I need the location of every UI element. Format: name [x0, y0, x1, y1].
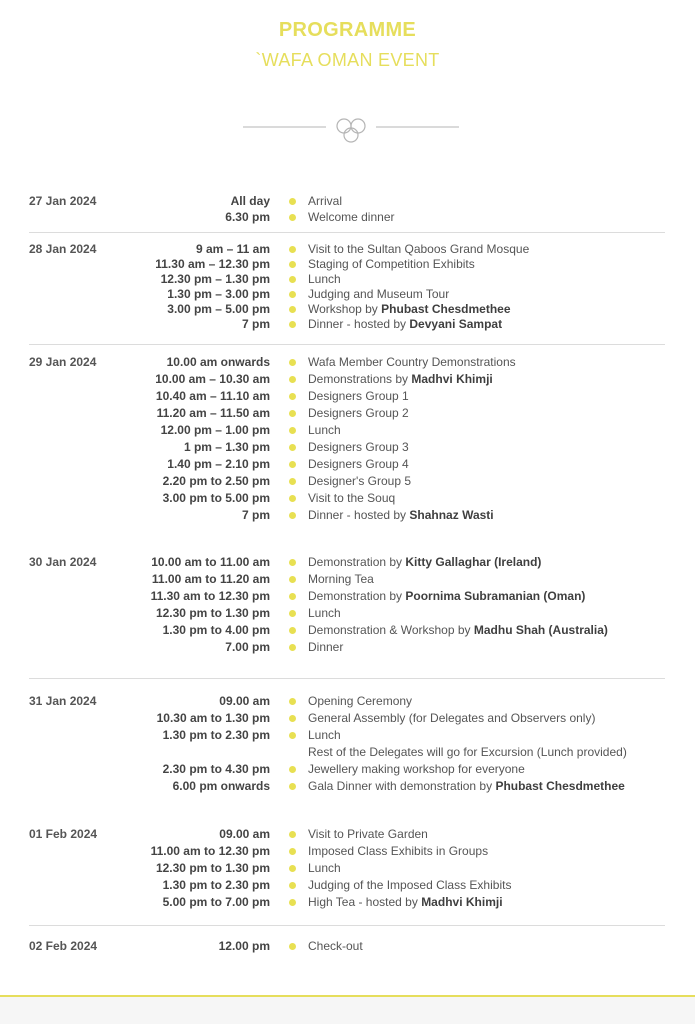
- bullet-dot-icon: [289, 246, 296, 253]
- bullet-dot-icon: [289, 214, 296, 221]
- schedule-row: [0, 406, 695, 421]
- schedule-row: [0, 272, 695, 287]
- event-description: [308, 779, 625, 793]
- event-description: [308, 728, 341, 742]
- event-host-name: Phubast Chesdmethee: [495, 779, 625, 793]
- event-text: Designer's Group 5: [308, 474, 412, 488]
- event-time: 12.00 pm – 1.00 pm: [160, 423, 270, 437]
- event-text: Gala Dinner with demonstration by: [308, 779, 496, 793]
- event-time: 1.40 pm – 2.10 pm: [167, 457, 270, 471]
- event-time: 10.00 am to 11.00 am: [151, 555, 270, 569]
- day-separator: [29, 232, 665, 233]
- schedule-row: [0, 861, 695, 876]
- bullet-dot-icon: [289, 610, 296, 617]
- schedule-row: [0, 827, 695, 842]
- event-description: [308, 878, 511, 892]
- schedule-row: [0, 508, 695, 523]
- bullet-dot-icon: [289, 495, 296, 502]
- event-text: Wafa Member Country Demonstrations: [308, 355, 516, 369]
- event-host-name: Madhvi Khimji: [411, 372, 493, 386]
- bullet-dot-icon: [289, 783, 296, 790]
- event-text: Morning Tea: [308, 572, 374, 586]
- bullet-dot-icon: [289, 410, 296, 417]
- event-time: 12.00 pm: [218, 939, 270, 953]
- event-host-name: Devyani Sampat: [409, 317, 503, 331]
- bullet-dot-icon: [289, 899, 296, 906]
- event-description: [308, 257, 475, 271]
- event-description: [308, 623, 608, 637]
- event-description: [308, 745, 627, 759]
- bullet-dot-icon: [289, 478, 296, 485]
- schedule-row: [0, 355, 695, 370]
- schedule-row: [0, 779, 695, 794]
- day-date: 29 Jan 2024: [29, 355, 97, 369]
- schedule-row: [0, 844, 695, 859]
- event-description: [308, 440, 409, 454]
- event-text: Lunch: [308, 606, 341, 620]
- event-description: [308, 210, 394, 224]
- event-text: Welcome dinner: [308, 210, 395, 224]
- event-description: [308, 606, 341, 620]
- event-text: Lunch: [308, 728, 341, 742]
- event-text: Demonstration by: [308, 555, 406, 569]
- event-time: 12.30 pm to 1.30 pm: [155, 861, 270, 875]
- event-description: [308, 372, 493, 386]
- event-host-name: Poornima Subramanian (Oman): [405, 589, 586, 603]
- event-host-name: Shahnaz Wasti: [409, 508, 494, 522]
- event-description: [308, 640, 343, 654]
- event-text: Check-out: [308, 939, 363, 953]
- schedule-row: [0, 491, 695, 506]
- event-description: [308, 474, 411, 488]
- event-host-name: Kitty Gallaghar (Ireland): [405, 555, 542, 569]
- bullet-dot-icon: [289, 865, 296, 872]
- event-time: 3.00 pm – 5.00 pm: [167, 302, 270, 316]
- event-time: 09.00 am: [219, 694, 270, 708]
- event-time: 10.00 am onwards: [166, 355, 270, 369]
- event-description: [308, 861, 341, 875]
- bullet-dot-icon: [289, 359, 296, 366]
- page-subtitle: `WAFA OMAN EVENT: [255, 50, 440, 70]
- event-text: Imposed Class Exhibits in Groups: [308, 844, 489, 858]
- event-time: 10.30 am to 1.30 pm: [156, 711, 270, 725]
- schedule-row: [0, 287, 695, 302]
- schedule-row: [0, 762, 695, 777]
- event-time: 6.30 pm: [225, 210, 270, 224]
- event-text: Visit to the Souq: [308, 491, 396, 505]
- bullet-dot-icon: [289, 321, 296, 328]
- schedule-row: [0, 623, 695, 638]
- event-text: Jewellery making workshop for everyone: [308, 762, 525, 776]
- schedule-row: [0, 210, 695, 225]
- day-separator: [29, 925, 665, 926]
- event-text: Demonstrations by: [308, 372, 412, 386]
- bullet-dot-icon: [289, 306, 296, 313]
- day-date: 31 Jan 2024: [29, 694, 97, 708]
- event-text: Workshop by: [308, 302, 382, 316]
- event-description: [308, 302, 511, 316]
- event-description: [308, 194, 342, 208]
- event-text: Judging of the Imposed Class Exhibits: [308, 878, 512, 892]
- event-text: Rest of the Delegates will go for Excursion (Lunch provided): [308, 745, 627, 759]
- event-text: Designers Group 1: [308, 389, 409, 403]
- schedule-row: [0, 372, 695, 387]
- event-time: 9 am – 11 am: [195, 242, 270, 256]
- page-title: PROGRAMME: [278, 19, 417, 41]
- event-text: Dinner: [308, 640, 344, 654]
- event-time: 3.00 pm to 5.00 pm: [162, 491, 270, 505]
- event-text: Demonstration by: [308, 589, 406, 603]
- bullet-dot-icon: [289, 198, 296, 205]
- event-description: [308, 355, 516, 369]
- event-text: Designers Group 2: [308, 406, 409, 420]
- event-text: Designers Group 4: [308, 457, 409, 471]
- event-time: 11.20 am – 11.50 am: [156, 406, 270, 420]
- bullet-dot-icon: [289, 393, 296, 400]
- schedule-row: [0, 878, 695, 893]
- event-time: 11.00 am to 12.30 pm: [150, 844, 270, 858]
- event-text: Visit to the Sultan Qaboos Grand Mosque: [308, 242, 530, 256]
- bullet-dot-icon: [289, 715, 296, 722]
- schedule-row: [0, 589, 695, 604]
- bullet-dot-icon: [289, 576, 296, 583]
- schedule-row: [0, 302, 695, 317]
- event-time: 7.00 pm: [225, 640, 270, 654]
- event-time: 10.00 am – 10.30 am: [155, 372, 270, 386]
- event-time: 11.30 am to 12.30 pm: [150, 589, 270, 603]
- event-time: 7 pm: [241, 317, 270, 331]
- schedule-row: [0, 694, 695, 709]
- bullet-dot-icon: [289, 512, 296, 519]
- event-description: [308, 457, 409, 471]
- schedule-row: [0, 257, 695, 272]
- event-text: Staging of Competition Exhibits: [308, 257, 475, 271]
- event-time: 2.30 pm to 4.30 pm: [162, 762, 270, 776]
- schedule-row: [0, 640, 695, 655]
- bullet-dot-icon: [289, 461, 296, 468]
- event-description: [308, 272, 341, 286]
- event-time: 2.20 pm to 2.50 pm: [162, 474, 270, 488]
- bullet-dot-icon: [289, 593, 296, 600]
- event-text: Lunch: [308, 861, 341, 875]
- day-date: 28 Jan 2024: [29, 242, 97, 256]
- day-date: 02 Feb 2024: [29, 939, 98, 953]
- event-time: 1 pm – 1.30 pm: [183, 440, 270, 454]
- event-description: [308, 423, 341, 437]
- bullet-dot-icon: [289, 376, 296, 383]
- day-separator: [29, 344, 665, 345]
- schedule-row: [0, 457, 695, 472]
- schedule-row: [0, 745, 695, 760]
- event-host-name: Phubast Chesdmethee: [381, 302, 511, 316]
- event-text: High Tea - hosted by: [308, 895, 422, 909]
- schedule-row: [0, 895, 695, 910]
- schedule-row: [0, 242, 695, 257]
- bullet-dot-icon: [289, 291, 296, 298]
- event-host-name: Madhvi Khimji: [421, 895, 503, 909]
- event-text: Dinner - hosted by: [308, 508, 410, 522]
- bullet-dot-icon: [289, 559, 296, 566]
- bullet-dot-icon: [289, 882, 296, 889]
- event-description: [308, 827, 428, 841]
- event-time: 11.00 am to 11.20 am: [151, 572, 270, 586]
- event-description: [308, 317, 502, 331]
- bullet-dot-icon: [289, 943, 296, 950]
- event-description: [308, 242, 529, 256]
- event-description: [308, 491, 395, 505]
- event-time: 09.00 am: [219, 827, 270, 841]
- event-time: 11.30 am – 12.30 pm: [155, 257, 270, 271]
- event-description: [308, 389, 409, 403]
- event-time: 12.30 pm to 1.30 pm: [155, 606, 270, 620]
- event-description: [308, 555, 541, 569]
- event-time: All day: [230, 194, 270, 208]
- event-description: [308, 287, 449, 301]
- event-time: 1.30 pm to 4.00 pm: [162, 623, 270, 637]
- event-text: Opening Ceremony: [308, 694, 413, 708]
- event-description: [308, 694, 412, 708]
- event-description: [308, 844, 488, 858]
- day-date: 27 Jan 2024: [29, 194, 97, 208]
- event-host-name: Madhu Shah (Australia): [473, 623, 608, 637]
- event-text: General Assembly (for Delegates and Observers only): [308, 711, 596, 725]
- bullet-dot-icon: [289, 644, 296, 651]
- event-time: 6.00 pm onwards: [172, 779, 270, 793]
- bullet-dot-icon: [289, 732, 296, 739]
- event-time: 12.30 pm – 1.30 pm: [160, 272, 270, 286]
- event-text: Judging and Museum Tour: [308, 287, 450, 301]
- event-text: Arrival: [308, 194, 343, 208]
- bullet-dot-icon: [289, 261, 296, 268]
- bullet-dot-icon: [289, 831, 296, 838]
- bullet-dot-icon: [289, 627, 296, 634]
- footer-band: [0, 997, 695, 1024]
- bullet-dot-icon: [289, 698, 296, 705]
- bullet-dot-icon: [289, 444, 296, 451]
- bullet-dot-icon: [289, 427, 296, 434]
- schedule-row: [0, 555, 695, 570]
- event-text: Lunch: [308, 272, 341, 286]
- schedule-row: [0, 389, 695, 404]
- schedule-row: [0, 194, 695, 209]
- event-time: 1.30 pm to 2.30 pm: [162, 728, 270, 742]
- day-date: 30 Jan 2024: [29, 555, 97, 569]
- event-description: [308, 762, 525, 776]
- ornament-rings-icon: [337, 119, 365, 142]
- event-description: [308, 572, 374, 586]
- schedule-row: [0, 474, 695, 489]
- schedule-row: [0, 572, 695, 587]
- event-time: 1.30 pm to 2.30 pm: [162, 878, 270, 892]
- event-description: [308, 939, 363, 953]
- event-time: 10.40 am – 11.10 am: [155, 389, 270, 403]
- bullet-dot-icon: [289, 276, 296, 283]
- event-text: Designers Group 3: [308, 440, 409, 454]
- event-text: Dinner - hosted by: [308, 317, 410, 331]
- bullet-dot-icon: [289, 766, 296, 773]
- event-text: Lunch: [308, 423, 341, 437]
- event-time: 5.00 pm to 7.00 pm: [162, 895, 270, 909]
- event-description: [308, 711, 595, 725]
- schedule-row: [0, 939, 695, 954]
- schedule-row: [0, 440, 695, 455]
- ornament-divider: [240, 113, 462, 145]
- bullet-dot-icon: [289, 848, 296, 855]
- schedule-row: [0, 711, 695, 726]
- event-description: [308, 589, 585, 603]
- schedule-row: [0, 317, 695, 332]
- day-date: 01 Feb 2024: [29, 827, 98, 841]
- event-description: [308, 406, 409, 420]
- event-time: 1.30 pm – 3.00 pm: [167, 287, 270, 301]
- event-description: [308, 508, 494, 522]
- event-description: [308, 895, 503, 909]
- schedule-row: [0, 728, 695, 743]
- schedule-row: [0, 606, 695, 621]
- event-text: Visit to Private Garden: [308, 827, 428, 841]
- day-separator: [29, 678, 665, 679]
- schedule-row: [0, 423, 695, 438]
- event-text: Demonstration & Workshop by: [308, 623, 474, 637]
- event-time: 7 pm: [241, 508, 270, 522]
